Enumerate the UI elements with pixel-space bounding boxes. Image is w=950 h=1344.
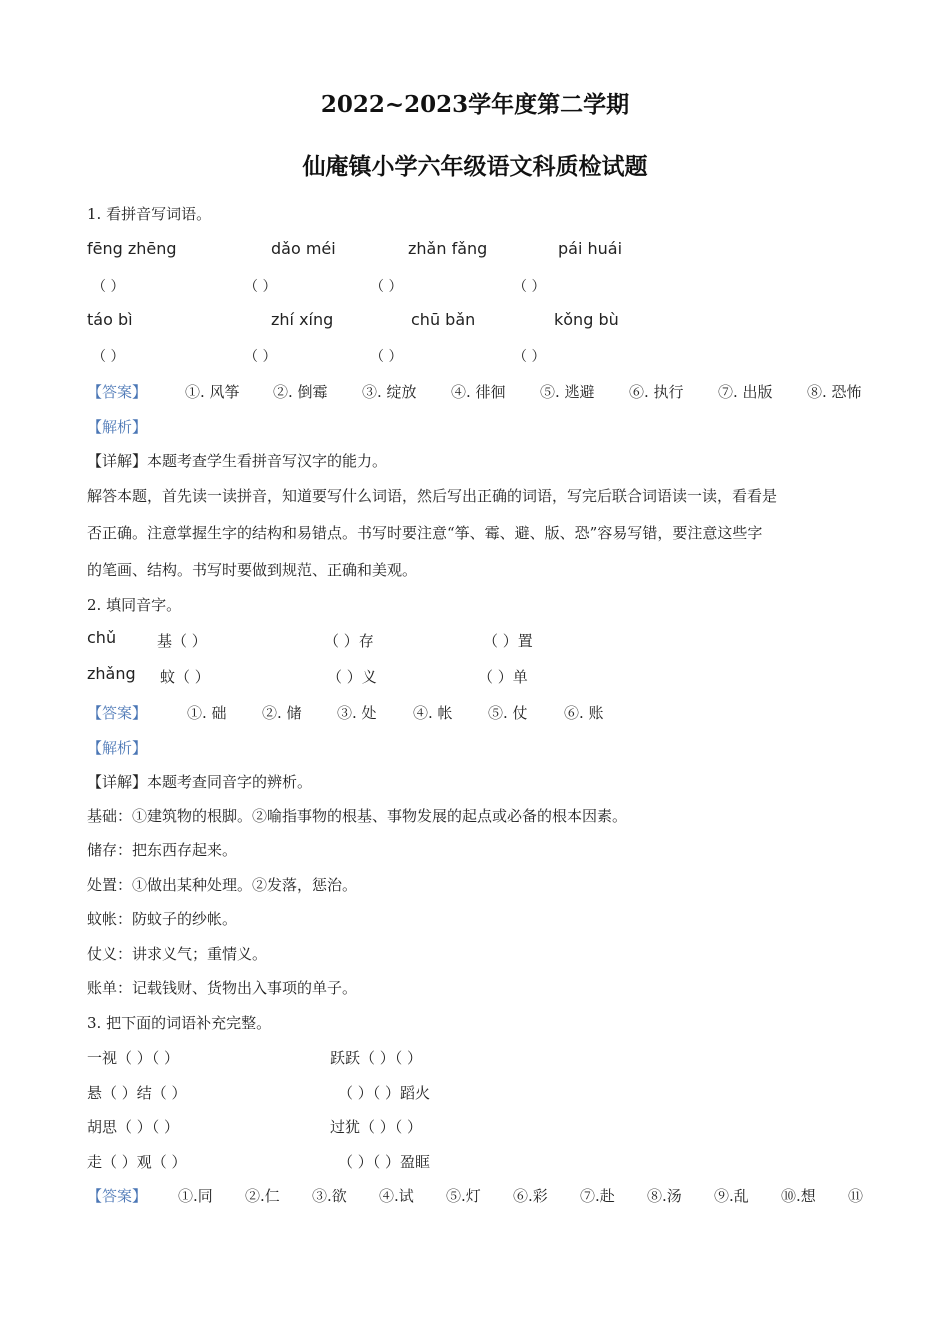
q2-answer-3: ③. 处 (337, 704, 377, 722)
q3-item-4[interactable]: （ ）（ ）蹈火 (338, 1084, 431, 1102)
q3-answer-3: ③.欲 (312, 1187, 347, 1205)
q1-blank-5[interactable]: （ ） (92, 349, 125, 365)
q2-answer-2: ②. 储 (262, 704, 302, 722)
q1-blank-2[interactable]: （ ） (244, 279, 277, 295)
q1-pinyin-3: zhǎn fǎng (408, 239, 488, 258)
q2-detail (87, 772, 312, 792)
q2-item-6[interactable]: （ ）单 (478, 668, 528, 686)
q1-blank-6[interactable]: （ ） (244, 349, 277, 365)
q2-pinyin-zhang: zhǎng (87, 664, 136, 683)
q2-explanation-6: 账单：记载钱财、货物出入事项的单子。 (87, 979, 358, 997)
q3-answer-4: ④.试 (379, 1187, 414, 1205)
q2-item-4[interactable]: 蚊（ ） (160, 668, 210, 686)
q3-answer-6: ⑥.彩 (513, 1187, 548, 1205)
q1-answer-5: ⑤. 逃避 (540, 383, 595, 401)
q1-analysis-tag: 【解析】 (87, 418, 148, 436)
q1-prompt: 1. 看拼音写词语。 (87, 205, 212, 223)
q3-item-6[interactable]: 过犹（ ）（ ） (330, 1118, 423, 1136)
q1-answer-4: ④. 徘徊 (451, 383, 506, 401)
detail-tag: 【详解】 (87, 773, 148, 791)
q3-item-5[interactable]: 胡思（ ）（ ） (87, 1118, 180, 1136)
q1-blank-1[interactable]: （ ） (92, 279, 125, 295)
q3-answer-5: ⑤.灯 (446, 1187, 481, 1205)
q3-answer-2: ②.仁 (245, 1187, 280, 1205)
q1-answer-2: ②. 倒霉 (273, 383, 328, 401)
q1-pinyin-4: pái huái (558, 239, 623, 258)
q2-answer-1: ①. 础 (187, 704, 227, 722)
q2-explanation-1: 基础：①建筑物的根脚。②喻指事物的根基、事物发展的起点或必备的根本因素。 (87, 807, 628, 825)
q1-pinyin-2: dǎo méi (271, 239, 336, 258)
q1-answer-3: ③. 绽放 (362, 383, 417, 401)
q3-item-1[interactable]: 一视（ ）（ ） (87, 1049, 180, 1067)
q3-answer-11: ⑪ (848, 1187, 864, 1205)
q3-answer-7: ⑦.赴 (580, 1187, 615, 1205)
q1-answer-1: ①. 风筝 (185, 383, 240, 401)
q2-prompt: 2. 填同音字。 (87, 596, 182, 614)
q2-answer-tag: 【答案】 (87, 704, 148, 722)
q2-answer-5: ⑤. 仗 (488, 704, 528, 722)
q1-detail-p2: 否正确。注意掌握生字的结构和易错点。书写时要注意“筝、霉、避、版、恐”容易写错，要注意这些字 (87, 524, 763, 542)
q1-detail (87, 451, 387, 471)
q3-item-3[interactable]: 悬（ ）结（ ） (87, 1084, 187, 1102)
q3-item-8[interactable]: （ ）（ ）盈眶 (338, 1153, 431, 1171)
q2-answer-6: ⑥. 账 (564, 704, 604, 722)
q2-pinyin-chu: chǔ (87, 628, 117, 647)
q2-item-1[interactable]: 基（ ） (157, 632, 207, 650)
q1-answer-7: ⑦. 出版 (718, 383, 773, 401)
q2-explanation-4: 蚊帐：防蚊子的纱帐。 (87, 910, 238, 928)
q1-pinyin-1: fēng zhēng (87, 239, 177, 258)
q3-answer-10: ⑩.想 (781, 1187, 816, 1205)
q1-pinyin-6: zhí xíng (271, 310, 334, 329)
q2-explanation-2: 储存：把东西存起来。 (87, 841, 238, 859)
q1-answer-tag: 【答案】 (87, 383, 148, 401)
q2-item-5[interactable]: （ ）义 (327, 668, 377, 686)
q2-explanation-5: 仗义：讲求义气；重情义。 (87, 945, 268, 963)
q1-blank-8[interactable]: （ ） (513, 349, 546, 365)
q3-answer-8: ⑧.汤 (647, 1187, 682, 1205)
detail-tag: 【详解】 (87, 452, 148, 470)
exam-title-school: 仙庵镇小学六年级语文科质检试题 (302, 153, 648, 180)
q3-answer-1: ①.同 (178, 1187, 213, 1205)
q1-blank-4[interactable]: （ ） (513, 279, 546, 295)
q1-blank-3[interactable]: （ ） (370, 279, 403, 295)
q3-answer-tag: 【答案】 (87, 1187, 148, 1205)
q3-answer-9: ⑨.乱 (714, 1187, 749, 1205)
q2-item-3[interactable]: （ ）置 (483, 632, 533, 650)
q3-item-7[interactable]: 走（ ）观（ ） (87, 1153, 187, 1171)
q2-detail-intro: 本题考查同音字的辨析。 (147, 773, 313, 791)
q2-item-2[interactable]: （ ）存 (324, 632, 374, 650)
q1-detail-p1: 解答本题，首先读一读拼音，知道要写什么词语，然后写出正确的词语，写完后联合词语读一读，看看是 (87, 487, 778, 505)
q1-pinyin-5: táo bì (87, 310, 133, 329)
q1-answer-6: ⑥. 执行 (629, 383, 684, 401)
exam-title-year: 2022~2023学年度第二学期 (320, 91, 630, 118)
q1-detail-p3: 的笔画、结构。书写时要做到规范、正确和美观。 (87, 561, 418, 579)
q1-detail-intro: 本题考查学生看拼音写汉字的能力。 (147, 452, 388, 470)
q1-answer-8: ⑧. 恐怖 (807, 383, 862, 401)
q3-prompt: 3. 把下面的词语补充完整。 (87, 1014, 272, 1032)
q1-blank-7[interactable]: （ ） (370, 349, 403, 365)
q1-pinyin-7: chū bǎn (411, 310, 476, 329)
q2-analysis-tag: 【解析】 (87, 739, 148, 757)
q1-pinyin-8: kǒng bù (554, 310, 619, 329)
q2-explanation-3: 处置：①做出某种处理。②发落，惩治。 (87, 876, 358, 894)
q3-item-2[interactable]: 跃跃（ ）（ ） (330, 1049, 423, 1067)
q2-answer-4: ④. 帐 (413, 704, 453, 722)
